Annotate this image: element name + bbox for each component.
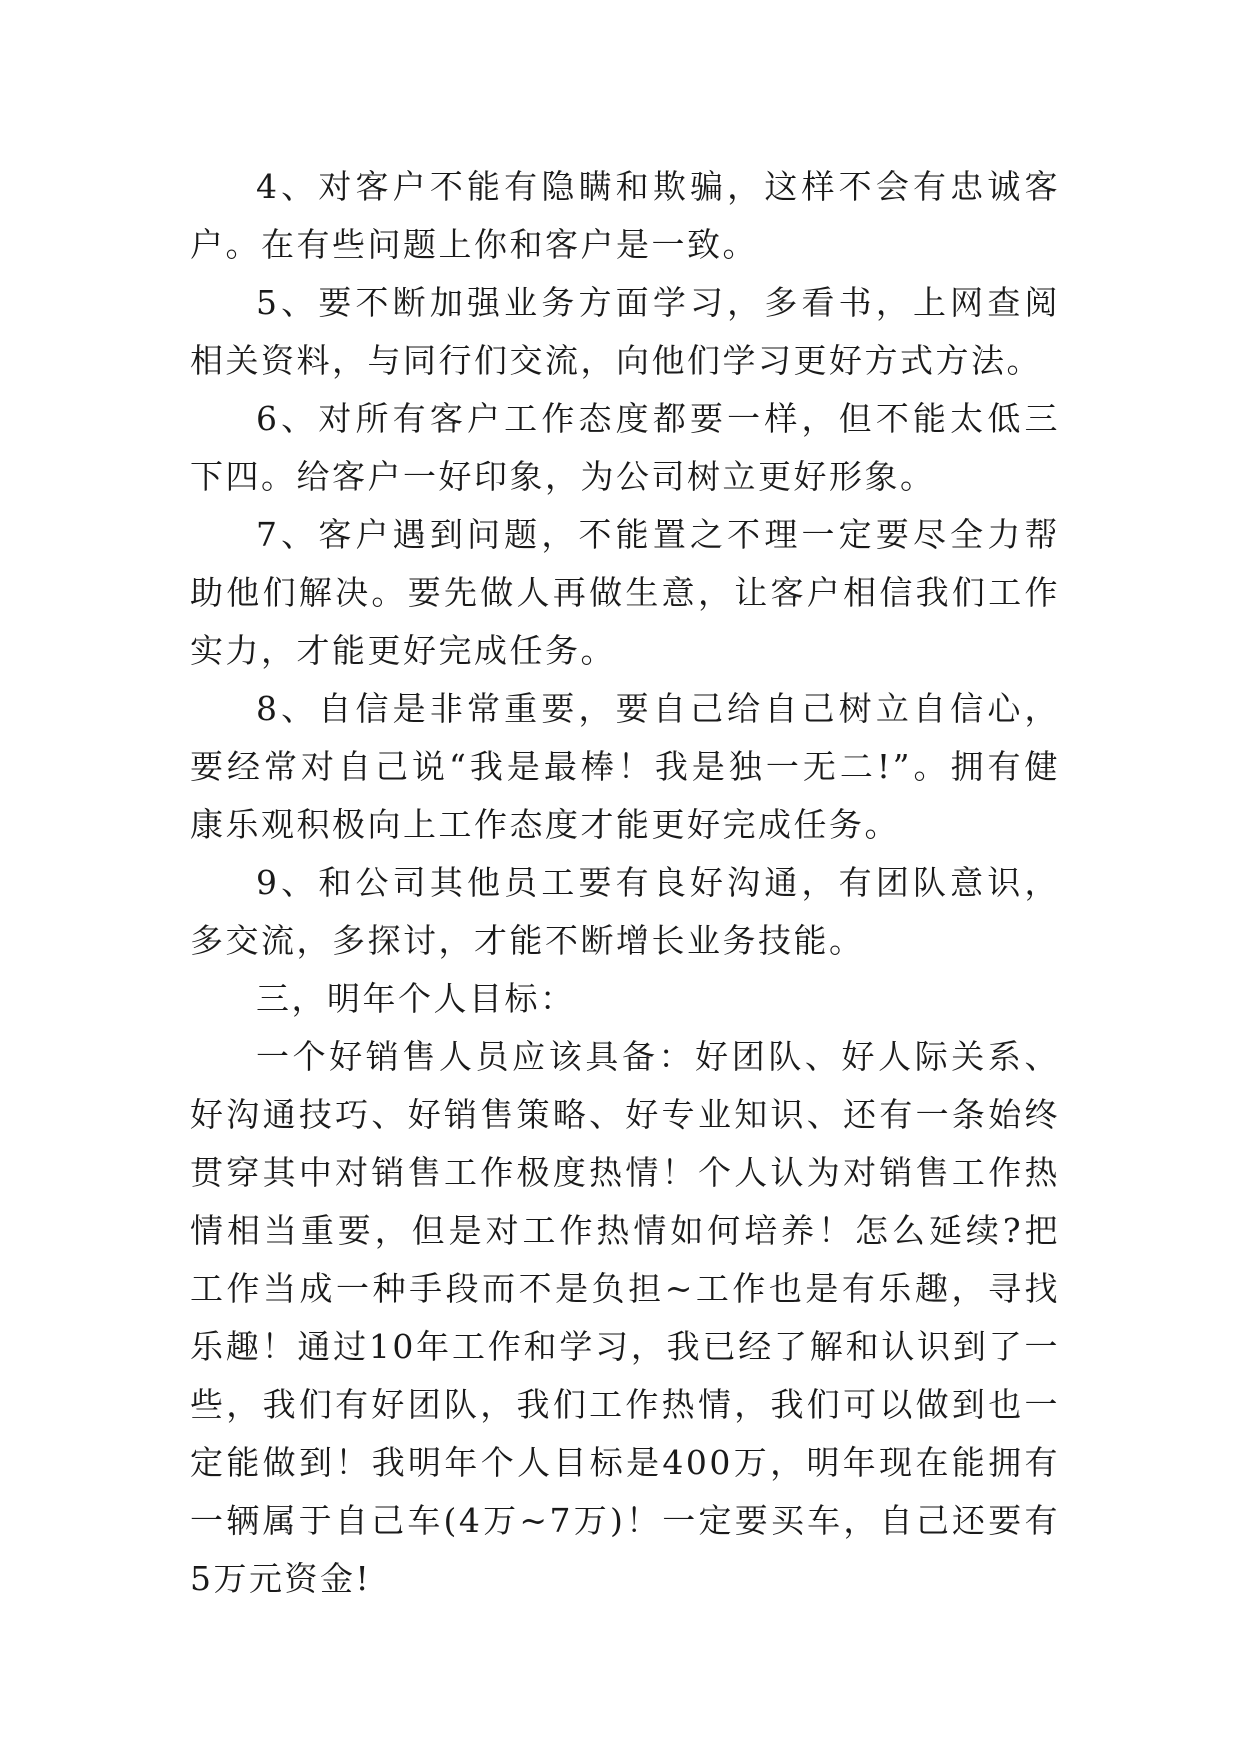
document-body (190, 158, 1060, 1608)
section-heading-next-year-goals: 三，明年个人目标： (256, 979, 576, 1018)
paragraph-goals: 一个好销售人员应该具备：好团队、好人际关系、好沟通技巧、好销售策略、好专业知识、还有一条始终贯穿其中对销售工作极度热情！个人认为对销售工作热情相当重要，但是对工作热情如何培养！怎么延续?把工作当成一种手段而不是负担~工作也是有乐趣，寻找乐趣！通过10年工作和学习，我已经了解和认识到了一些，我们有好团队，我们工作热情，我们可以做到也一定能做到！我明年个人目标是400万，明年现在能拥有一辆属于自己车(4万~7万)！一定要买车，自己还要有5万元资金! (190, 1037, 1060, 1598)
paragraph-item-8: 8、自信是非常重要，要自己给自己树立自信心，要经常对自己说“我是最棒！我是独一无二!”。拥有健康乐观积极向上工作态度才能更好完成任务。 (190, 689, 1060, 844)
paragraph-item-6: 6、对所有客户工作态度都要一样，但不能太低三下四。给客户一好印象，为公司树立更好形象。 (190, 399, 1060, 496)
paragraph-item-4: 4、对客户不能有隐瞒和欺骗，这样不会有忠诚客户。在有些问题上你和客户是一致。 (190, 167, 1060, 264)
paragraph-item-5: 5、要不断加强业务方面学习，多看书，上网查阅相关资料，与同行们交流，向他们学习更好方式方法。 (190, 283, 1060, 380)
paragraph-item-9: 9、和公司其他员工要有良好沟通，有团队意识，多交流，多探讨，才能不断增长业务技能。 (190, 863, 1060, 960)
paragraph-item-7: 7、客户遇到问题，不能置之不理一定要尽全力帮助他们解决。要先做人再做生意，让客户相信我们工作实力，才能更好完成任务。 (190, 515, 1060, 670)
